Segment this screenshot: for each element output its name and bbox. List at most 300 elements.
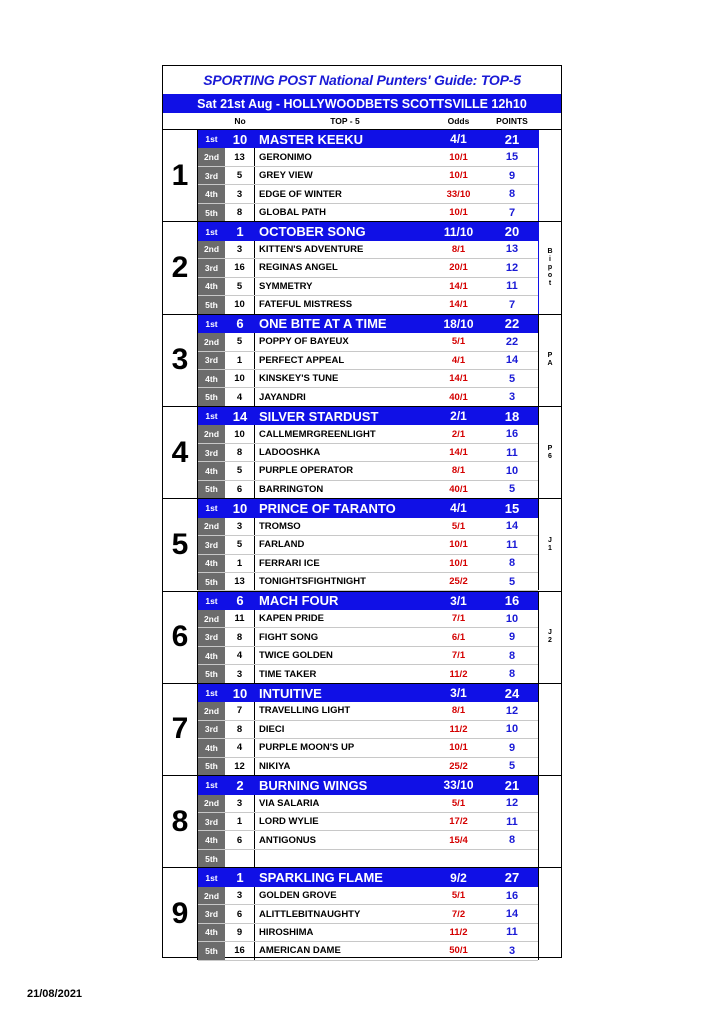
position-label: 4th	[205, 742, 218, 753]
horse-odds: 5/1	[451, 336, 466, 348]
horse-number: 3	[225, 185, 255, 202]
table-row	[198, 924, 538, 942]
table-row	[198, 887, 538, 905]
horse-number: 5	[225, 278, 255, 295]
top-pick-row	[198, 315, 538, 333]
race-block	[163, 867, 561, 959]
race-number: 6	[163, 592, 198, 683]
table-row	[198, 352, 538, 370]
horse-points: 12	[505, 797, 519, 810]
position-label: 5th	[205, 299, 218, 310]
position-label: 2nd	[203, 613, 220, 624]
horse-number: 3	[225, 518, 255, 535]
horse-name: JAYANDRI	[259, 391, 306, 403]
horse-odds: 3/1	[450, 686, 467, 701]
horse-number: 1	[225, 555, 255, 572]
race-block	[163, 221, 561, 313]
horse-odds: 40/1	[449, 483, 468, 495]
horse-odds: 4/1	[450, 132, 467, 147]
horse-name: NIKIYA	[259, 760, 291, 772]
position-label: 1st	[205, 872, 218, 883]
horse-odds	[431, 850, 486, 867]
bet-pool-label	[538, 868, 561, 959]
position-label: 4th	[205, 189, 218, 200]
horse-points: 16	[505, 889, 519, 902]
horse-name: EDGE OF WINTER	[259, 188, 342, 200]
horse-number: 3	[225, 795, 255, 812]
position-label: 2nd	[203, 244, 220, 255]
horse-points: 8	[508, 834, 516, 847]
table-row	[198, 942, 538, 960]
col-header-points: POINTS	[496, 116, 528, 126]
horse-points: 18	[504, 408, 520, 424]
position-label: 2nd	[203, 336, 220, 347]
position-label: 3rd	[204, 539, 219, 550]
table-row	[198, 296, 538, 314]
horse-points: 5	[508, 483, 516, 496]
horse-points: 11	[506, 280, 518, 293]
position-label: 3rd	[204, 262, 219, 273]
table-row	[198, 167, 538, 185]
horse-name: TRAVELLING LIGHT	[259, 705, 351, 717]
horse-points: 15	[504, 500, 520, 516]
position-label: 3rd	[204, 632, 219, 643]
position-label: 1st	[205, 503, 218, 514]
horse-odds: 4/1	[450, 501, 467, 516]
position-label: 4th	[205, 465, 218, 476]
horse-number: 10	[232, 685, 248, 701]
horse-odds: 10/1	[449, 151, 468, 163]
race-number: 9	[163, 868, 198, 959]
top-pick-row	[198, 499, 538, 517]
horse-number: 13	[225, 148, 255, 165]
bet-pool-label	[538, 130, 561, 221]
horse-number: 8	[225, 204, 255, 221]
position-label: 5th	[205, 945, 218, 956]
horse-odds: 50/1	[449, 945, 468, 957]
horse-number: 10	[232, 131, 248, 147]
horse-odds: 6/1	[451, 631, 466, 643]
position-label: 3rd	[204, 816, 219, 827]
horse-name: KINSKEY'S TUNE	[259, 373, 339, 385]
horse-odds: 7/1	[451, 613, 466, 625]
horse-odds: 10/1	[449, 557, 468, 569]
horse-points: 9	[508, 169, 516, 182]
horse-points: 9	[508, 631, 516, 644]
horse-points: 16	[504, 593, 520, 609]
horse-points: 5	[508, 372, 516, 385]
horse-number: 10	[225, 370, 255, 387]
horse-points: 20	[504, 224, 520, 240]
horse-number: 1	[225, 352, 255, 369]
horse-number: 12	[225, 758, 255, 775]
position-label: 4th	[205, 281, 218, 292]
horse-odds: 15/4	[449, 834, 468, 846]
position-label: 1st	[205, 134, 218, 145]
horse-name: FARLAND	[259, 539, 305, 551]
table-row	[198, 481, 538, 499]
horse-number: 14	[232, 408, 248, 424]
horse-name: KITTEN'S ADVENTURE	[259, 243, 364, 255]
punters-guide-sheet	[162, 65, 562, 958]
table-row	[198, 204, 538, 222]
horse-name: ALITTLEBITNAUGHTY	[259, 908, 361, 920]
race-number: 4	[163, 407, 198, 498]
table-row	[198, 278, 538, 296]
horse-points: 14	[505, 908, 519, 921]
horse-odds: 14/1	[449, 280, 468, 292]
horse-name: TIME TAKER	[259, 668, 317, 680]
horse-name: SILVER STARDUST	[259, 408, 379, 424]
table-row	[198, 444, 538, 462]
horse-number: 5	[225, 536, 255, 553]
horse-odds: 9/2	[450, 870, 467, 885]
horse-number: 8	[225, 444, 255, 461]
horse-name: FATEFUL MISTRESS	[259, 299, 353, 311]
table-row	[198, 425, 538, 443]
horse-name	[259, 850, 431, 867]
horse-number: 1	[236, 224, 244, 240]
position-label: 4th	[205, 650, 218, 661]
race-block	[163, 314, 561, 406]
horse-number: 5	[225, 462, 255, 479]
horse-name: INTUITIVE	[259, 685, 322, 701]
horse-points: 21	[504, 777, 520, 793]
horse-name: VIA SALARIA	[259, 797, 320, 809]
horse-odds: 33/10	[443, 778, 474, 793]
horse-name: TWICE GOLDEN	[259, 650, 333, 662]
bet-pool-label	[538, 315, 561, 406]
position-label: 3rd	[204, 724, 219, 735]
position-label: 2nd	[203, 798, 220, 809]
horse-number: 6	[225, 831, 255, 848]
race-block	[163, 406, 561, 498]
horse-odds: 33/10	[446, 188, 471, 200]
top-pick-row	[198, 222, 538, 240]
horse-number: 16	[225, 942, 255, 959]
horse-number	[225, 850, 255, 867]
horse-number: 1	[225, 813, 255, 830]
horse-points: 3	[508, 391, 516, 404]
position-label: 5th	[205, 484, 218, 495]
table-row	[198, 665, 538, 683]
horse-number: 3	[225, 665, 255, 682]
horse-name: ONE BITE AT A TIME	[259, 316, 387, 332]
race-number: 5	[163, 499, 198, 590]
horse-name: HIROSHIMA	[259, 926, 314, 938]
horse-odds: 11/2	[449, 668, 468, 680]
horse-name: GLOBAL PATH	[259, 207, 327, 219]
horse-points: 7	[508, 206, 516, 219]
horse-name: BURNING WINGS	[259, 777, 368, 793]
horse-odds: 4/1	[451, 354, 466, 366]
horse-points: 24	[504, 685, 520, 701]
horse-number: 8	[225, 628, 255, 645]
horse-odds: 8/1	[451, 243, 466, 255]
position-label: 3rd	[204, 909, 219, 920]
horse-points: 22	[504, 316, 520, 332]
race-number: 2	[163, 222, 198, 313]
table-row	[198, 739, 538, 757]
horse-number: 4	[225, 647, 255, 664]
horse-name: PRINCE OF TARANTO	[259, 500, 396, 516]
horse-number: 6	[236, 593, 244, 609]
horse-points: 11	[506, 926, 518, 939]
table-row	[198, 758, 538, 776]
table-row	[198, 333, 538, 351]
horse-name: LADOOSHKA	[259, 447, 321, 459]
horse-name: DIECI	[259, 723, 285, 735]
horse-points: 21	[504, 131, 520, 147]
horse-odds: 25/2	[449, 576, 468, 588]
horse-number: 2	[236, 777, 244, 793]
bet-pool-label	[538, 222, 561, 313]
horse-odds: 5/1	[451, 520, 466, 532]
table-row	[198, 702, 538, 720]
position-label: 1st	[205, 318, 218, 329]
horse-odds: 8/1	[451, 465, 466, 477]
position-label: 1st	[205, 595, 218, 606]
horse-points: 11	[506, 538, 518, 551]
position-label: 4th	[205, 373, 218, 384]
table-row	[198, 241, 538, 259]
race-block	[163, 591, 561, 683]
horse-odds: 7/2	[451, 908, 466, 920]
horse-name: SYMMETRY	[259, 280, 313, 292]
position-label: 1st	[205, 780, 218, 791]
horse-odds: 11/10	[443, 224, 474, 239]
horse-name: GREY VIEW	[259, 170, 313, 182]
position-label: 2nd	[203, 705, 220, 716]
bet-pool-label	[538, 684, 561, 775]
horse-odds: 8/1	[451, 705, 466, 717]
horse-points: 8	[508, 668, 516, 681]
horse-odds: 40/1	[449, 391, 468, 403]
horse-name: PURPLE MOON'S UP	[259, 742, 355, 754]
horse-odds: 14/1	[449, 299, 468, 311]
position-label: 5th	[205, 576, 218, 587]
horse-number: 16	[225, 259, 255, 276]
position-label: 2nd	[203, 890, 220, 901]
bet-pool-text: B i p o t	[547, 247, 553, 287]
bet-pool-text: J 2	[548, 629, 552, 645]
sheet-title: SPORTING POST National Punters' Guide: TOP-5	[203, 72, 521, 88]
table-row	[198, 388, 538, 406]
position-label: 5th	[205, 761, 218, 772]
table-row	[198, 573, 538, 591]
race-number: 1	[163, 130, 198, 221]
position-label: 1st	[205, 688, 218, 699]
horse-points: 12	[505, 704, 519, 717]
position-label: 5th	[205, 392, 218, 403]
horse-odds: 25/2	[449, 760, 468, 772]
top-pick-row	[198, 407, 538, 425]
top-pick-row	[198, 130, 538, 148]
table-row	[198, 148, 538, 166]
horse-odds: 17/2	[449, 816, 468, 828]
table-row	[198, 831, 538, 849]
table-row	[198, 462, 538, 480]
horse-points: 13	[505, 243, 519, 256]
race-number: 8	[163, 776, 198, 867]
horse-points: 16	[505, 428, 519, 441]
horse-points	[486, 850, 538, 867]
horse-number: 5	[225, 333, 255, 350]
table-row	[198, 721, 538, 739]
horse-odds: 10/1	[449, 170, 468, 182]
position-label: 5th	[205, 669, 218, 680]
table-row	[198, 628, 538, 646]
race-number: 3	[163, 315, 198, 406]
horse-name: POPPY OF BAYEUX	[259, 336, 349, 348]
horse-points: 7	[508, 298, 516, 311]
horse-odds: 14/1	[449, 373, 468, 385]
bet-pool-label	[538, 776, 561, 867]
race-number: 7	[163, 684, 198, 775]
horse-name: BARRINGTON	[259, 483, 324, 495]
position-label: 5th	[205, 853, 218, 864]
horse-points: 5	[508, 760, 516, 773]
horse-odds: 11/2	[449, 723, 468, 735]
horse-points: 12	[505, 261, 519, 274]
horse-number: 10	[225, 425, 255, 442]
position-label: 5th	[205, 207, 218, 218]
position-label: 2nd	[203, 429, 220, 440]
horse-odds: 18/10	[443, 316, 474, 331]
horse-number: 10	[225, 296, 255, 313]
position-label: 2nd	[203, 152, 220, 163]
top-pick-row	[198, 592, 538, 610]
position-label: 3rd	[204, 447, 219, 458]
position-label: 3rd	[204, 170, 219, 181]
horse-name: PURPLE OPERATOR	[259, 465, 354, 477]
horse-points: 3	[508, 944, 516, 957]
footer-date: 21/08/2021	[27, 988, 83, 1000]
horse-name: OCTOBER SONG	[259, 224, 366, 240]
horse-odds: 14/1	[449, 447, 468, 459]
position-label: 1st	[205, 411, 218, 422]
horse-name: AMERICAN DAME	[259, 945, 341, 957]
bet-pool-label	[538, 407, 561, 498]
table-row	[198, 905, 538, 923]
horse-name: LORD WYLIE	[259, 816, 319, 828]
horse-odds: 5/1	[451, 797, 466, 809]
horse-number: 3	[225, 241, 255, 258]
race-block	[163, 775, 561, 867]
table-row	[198, 536, 538, 554]
horse-name: PERFECT APPEAL	[259, 354, 345, 366]
table-row	[198, 795, 538, 813]
horse-points: 22	[505, 335, 519, 348]
horse-name: CALLMEMRGREENLIGHT	[259, 428, 376, 440]
horse-points: 5	[508, 575, 516, 588]
table-row	[198, 813, 538, 831]
horse-points: 15	[505, 151, 519, 164]
horse-number: 6	[225, 481, 255, 498]
top-pick-row	[198, 868, 538, 886]
bet-pool-text: P 6	[547, 444, 553, 460]
horse-odds: 10/1	[449, 539, 468, 551]
horse-points: 11	[506, 446, 518, 459]
table-row	[198, 518, 538, 536]
race-block	[163, 683, 561, 775]
table-row	[198, 555, 538, 573]
horse-name: MACH FOUR	[259, 593, 339, 609]
horse-name: FIGHT SONG	[259, 631, 319, 643]
horse-points: 10	[505, 723, 519, 736]
horse-odds: 10/1	[449, 742, 468, 754]
position-label: 1st	[205, 226, 218, 237]
horse-name: MASTER KEEKU	[259, 131, 364, 147]
table-row	[198, 850, 538, 868]
horse-points: 8	[508, 649, 516, 662]
horse-number: 6	[225, 905, 255, 922]
position-label: 4th	[205, 558, 218, 569]
horse-number: 13	[225, 573, 255, 590]
horse-odds: 2/1	[450, 409, 467, 424]
horse-number: 4	[225, 739, 255, 756]
horse-name: GOLDEN GROVE	[259, 890, 337, 902]
horse-points: 8	[508, 188, 516, 201]
col-header-top5: TOP - 5	[330, 116, 360, 126]
position-label: 4th	[205, 835, 218, 846]
bet-pool-text: J 1	[548, 536, 552, 552]
table-row	[198, 185, 538, 203]
horse-odds: 20/1	[449, 262, 468, 274]
horse-name: TROMSO	[259, 520, 301, 532]
horse-odds: 10/1	[449, 207, 468, 219]
horse-number: 5	[225, 167, 255, 184]
col-header-no: No	[234, 116, 246, 126]
horse-name: KAPEN PRIDE	[259, 613, 324, 625]
table-row	[198, 647, 538, 665]
horse-odds: 5/1	[451, 890, 466, 902]
horse-number: 4	[225, 388, 255, 405]
table-row	[198, 259, 538, 277]
horse-points: 14	[505, 354, 519, 367]
bet-pool-label	[538, 499, 561, 590]
table-row	[198, 370, 538, 388]
horse-name: ANTIGONUS	[259, 834, 316, 846]
horse-points: 10	[505, 464, 519, 477]
race-block	[163, 498, 561, 590]
horse-points: 14	[505, 520, 519, 533]
horse-number: 9	[225, 924, 255, 941]
horse-name: REGINAS ANGEL	[259, 262, 338, 274]
horse-number: 10	[232, 500, 248, 516]
horse-number: 3	[225, 887, 255, 904]
horse-points: 8	[508, 557, 516, 570]
horse-odds: 11/2	[449, 926, 468, 938]
position-label: 3rd	[204, 355, 219, 366]
horse-number: 6	[236, 316, 244, 332]
horse-name: SPARKLING FLAME	[259, 870, 383, 886]
horse-name: GERONIMO	[259, 151, 312, 163]
meeting-subtitle: Sat 21st Aug - HOLLYWOODBETS SCOTTSVILLE 12h10	[163, 94, 561, 113]
position-label: 4th	[205, 927, 218, 938]
horse-number: 11	[225, 610, 255, 627]
bet-pool-label	[538, 592, 561, 683]
horse-points: 11	[506, 815, 518, 828]
top-pick-row	[198, 776, 538, 794]
horse-points: 9	[508, 741, 516, 754]
position-label: 2nd	[203, 521, 220, 532]
table-row	[198, 610, 538, 628]
horse-odds: 3/1	[450, 593, 467, 608]
bet-pool-text: P A	[547, 352, 553, 368]
horse-points: 27	[504, 870, 520, 886]
race-block	[163, 129, 561, 221]
